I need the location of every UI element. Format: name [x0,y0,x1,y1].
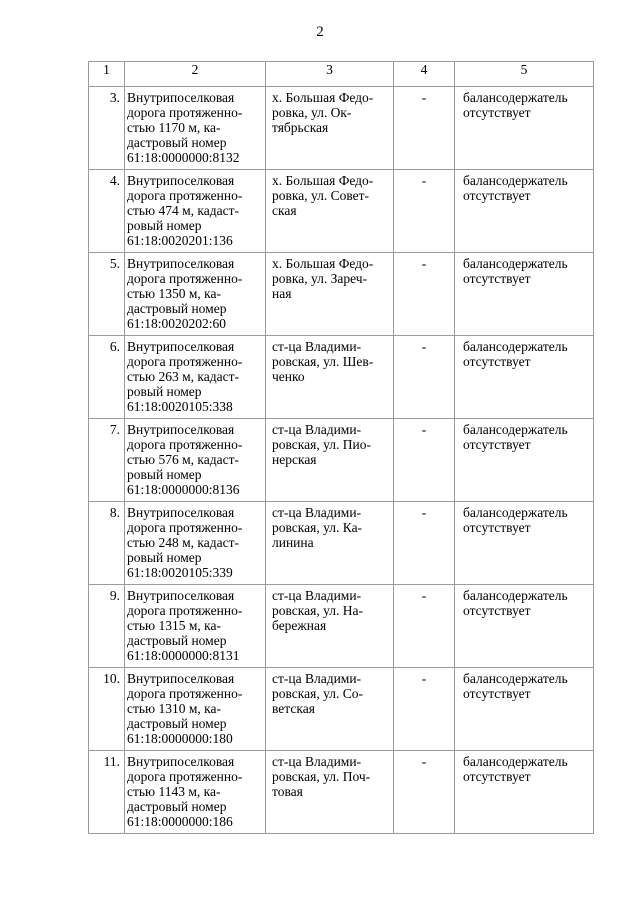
balance-holder: балансодержатель отсутствует [455,253,594,336]
row-number: 3. [89,87,125,170]
column-4-value: - [394,751,455,834]
balance-holder: балансодержатель отсутствует [455,751,594,834]
row-number: 7. [89,419,125,502]
row-number: 6. [89,336,125,419]
balance-holder: балансодержатель отсутствует [455,170,594,253]
object-name: Внутрипоселковая дорога протяженно- стью 263 м, кадаст- ровый номер 61:18:0020105:338 [125,336,266,419]
object-name: Внутрипоселковая дорога протяженно- стью 576 м, кадаст- ровый номер 61:18:0000000:8136 [125,419,266,502]
property-table [88,61,594,834]
table-body [89,87,594,834]
header-cell-2: 2 [125,62,266,87]
balance-holder: балансодержатель отсутствует [455,336,594,419]
object-name: Внутрипоселковая дорога протяженно- стью 248 м, кадаст- ровый номер 61:18:0020105:339 [125,502,266,585]
table-row [89,585,594,668]
object-address: х. Большая Федо- ровка, ул. Совет- ская [266,170,394,253]
object-address: ст-ца Владими- ровская, ул. Поч- товая [266,751,394,834]
table-row [89,419,594,502]
object-address: х. Большая Федо- ровка, ул. Зареч- ная [266,253,394,336]
table-row [89,751,594,834]
header-cell-4: 4 [394,62,455,87]
object-address: ст-ца Владими- ровская, ул. Со- ветская [266,668,394,751]
object-address: ст-ца Владими- ровская, ул. Пио- нерская [266,419,394,502]
balance-holder: балансодержатель отсутствует [455,87,594,170]
table-header [89,62,594,87]
balance-holder: балансодержатель отсутствует [455,668,594,751]
object-address: ст-ца Владими- ровская, ул. Шев- ченко [266,336,394,419]
object-name: Внутрипоселковая дорога протяженно- стью 1143 м, ка- дастровый номер 61:18:0000000:186 [125,751,266,834]
row-number: 8. [89,502,125,585]
column-4-value: - [394,87,455,170]
object-name: Внутрипоселковая дорога протяженно- стью 1310 м, ка- дастровый номер 61:18:0000000:180 [125,668,266,751]
table-row [89,253,594,336]
balance-holder: балансодержатель отсутствует [455,419,594,502]
page-number: 2 [316,24,324,40]
header-cell-5: 5 [455,62,594,87]
row-number: 10. [89,668,125,751]
column-4-value: - [394,336,455,419]
column-4-value: - [394,585,455,668]
object-name: Внутрипоселковая дорога протяженно- стью 1315 м, ка- дастровый номер 61:18:0000000:8131 [125,585,266,668]
table-row [89,668,594,751]
row-number: 11. [89,751,125,834]
header-row [89,62,594,87]
header-cell-3: 3 [266,62,394,87]
header-cell-1: 1 [89,62,125,87]
object-name: Внутрипоселковая дорога протяженно- стью 474 м, кадаст- ровый номер 61:18:0020201:136 [125,170,266,253]
row-number: 4. [89,170,125,253]
column-4-value: - [394,419,455,502]
table-row [89,170,594,253]
object-address: ст-ца Владими- ровская, ул. Ка- линина [266,502,394,585]
column-4-value: - [394,502,455,585]
table-row [89,502,594,585]
object-name: Внутрипоселковая дорога протяженно- стью 1350 м, ка- дастровый номер 61:18:0020202:60 [125,253,266,336]
object-name: Внутрипоселковая дорога протяженно- стью 1170 м, ка- дастровый номер 61:18:0000000:8132 [125,87,266,170]
object-address: х. Большая Федо- ровка, ул. Ок- тябрьская [266,87,394,170]
balance-holder: балансодержатель отсутствует [455,585,594,668]
row-number: 5. [89,253,125,336]
object-address: ст-ца Владими- ровская, ул. На- бережная [266,585,394,668]
column-4-value: - [394,668,455,751]
column-4-value: - [394,253,455,336]
column-4-value: - [394,170,455,253]
balance-holder: балансодержатель отсутствует [455,502,594,585]
table-row [89,336,594,419]
table-row [89,87,594,170]
row-number: 9. [89,585,125,668]
